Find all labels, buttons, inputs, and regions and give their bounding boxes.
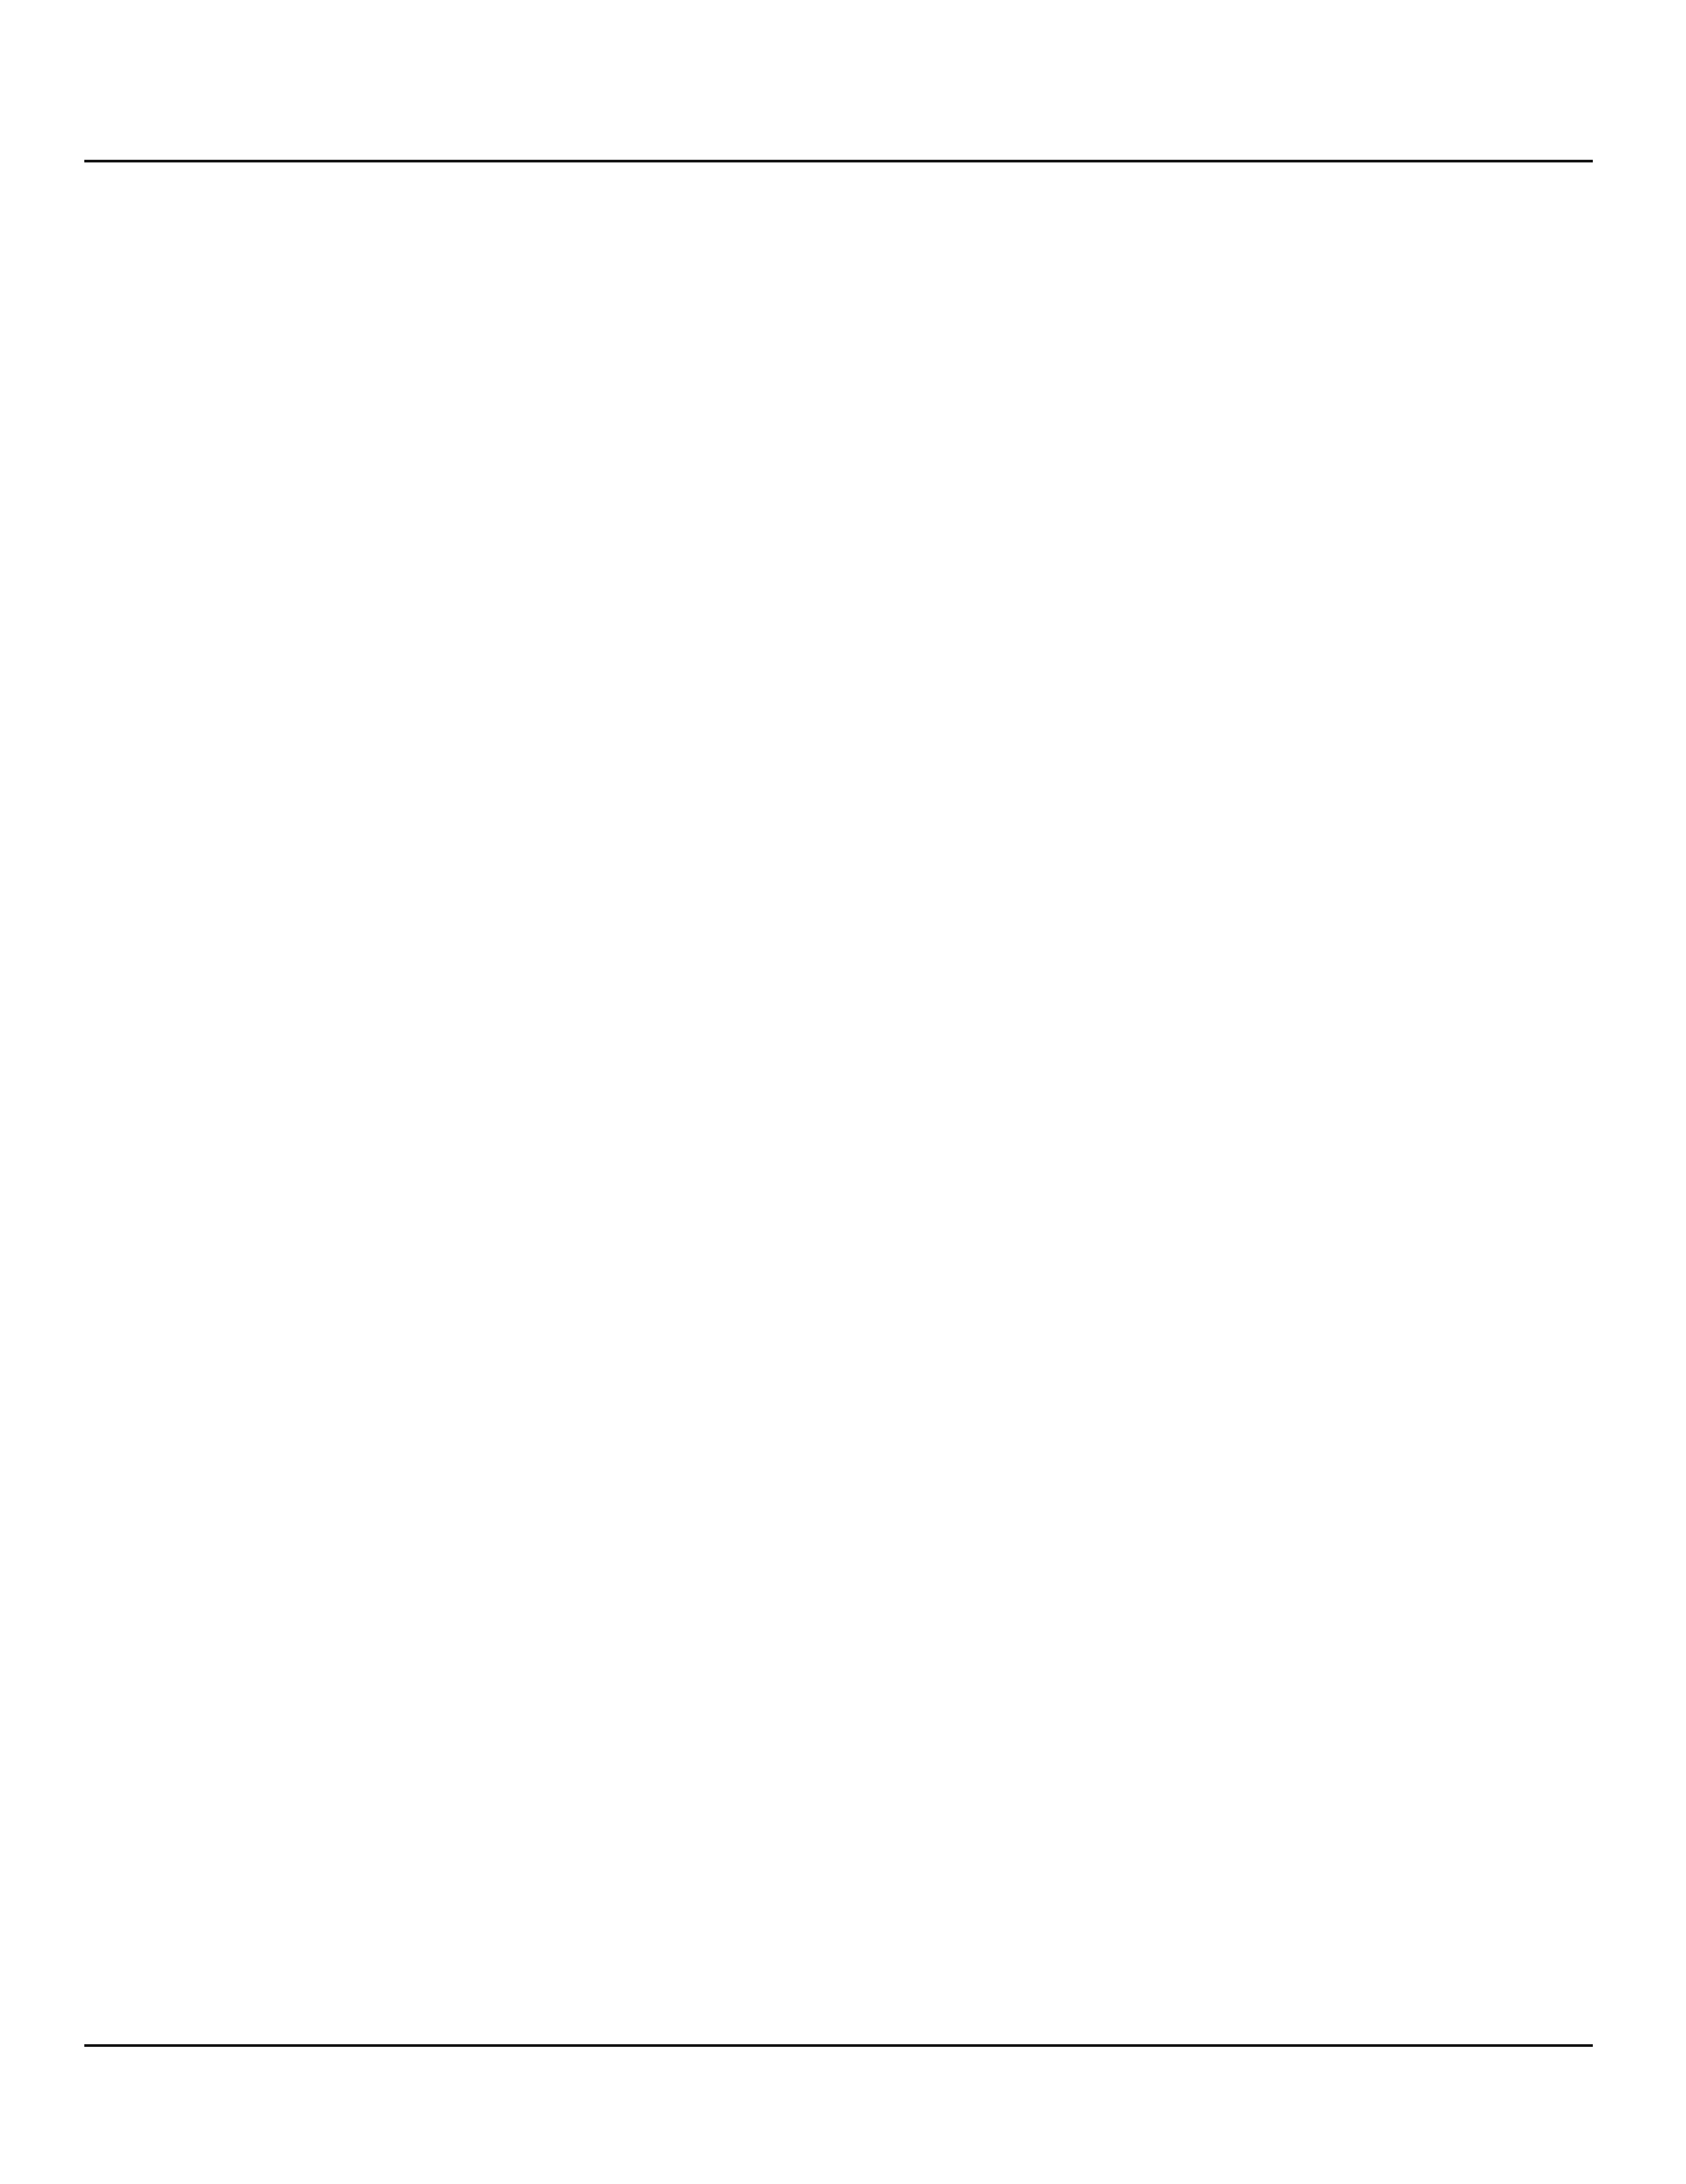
header-schnee bbox=[1491, 169, 1540, 266]
header-sicht bbox=[1205, 178, 1238, 261]
header-rel bbox=[870, 186, 1020, 229]
table-frame bbox=[84, 160, 1593, 2047]
header-wind bbox=[1025, 178, 1202, 199]
sub-header-row bbox=[0, 311, 1686, 351]
header-luftdruck bbox=[133, 173, 337, 216]
header-bew bbox=[1242, 178, 1438, 242]
header-sonne bbox=[1544, 169, 1588, 275]
header-nieder bbox=[1440, 169, 1489, 266]
header-lufttemp bbox=[346, 195, 692, 260]
header-dampf bbox=[697, 186, 865, 229]
